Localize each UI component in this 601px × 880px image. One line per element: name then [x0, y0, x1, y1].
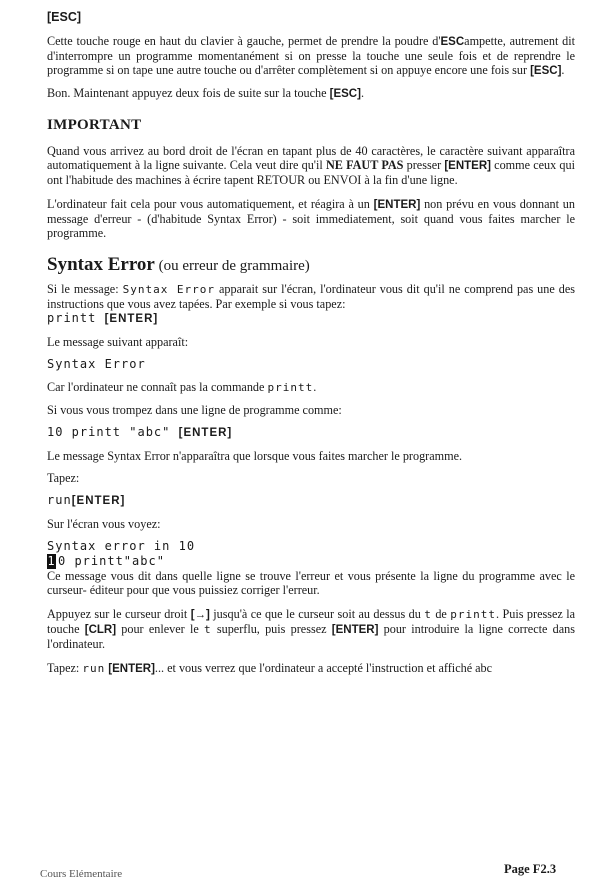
syntax-paragraph-7: Sur l'écran vous voyez: — [47, 517, 161, 531]
text: non prévu en vous donnant un message d'erreur - (d'habitude Syntax Error) - soit immediatement, soit quand vous faites marcher le programme. — [47, 197, 575, 240]
enter-key: [ENTER] — [331, 624, 379, 636]
mono-text: t — [204, 623, 212, 636]
enter-key: [ENTER] — [373, 199, 421, 211]
esc-bold: ESC — [440, 36, 465, 48]
text: L'ordinateur fait cela pour vous automatiquement, et réagira à un — [47, 197, 374, 211]
text: Quand vous arrivez au bord droit de l'écran en tapant plus de 40 caractères, le caractère suivant apparaîtra automatiquement à la ligne suivante. Cela veut dire qu'il — [47, 144, 575, 172]
text: ... et vous verrez que l'ordinateur a accepté l'instruction et affiché abc — [154, 661, 493, 675]
enter-key: [ENTER] — [178, 427, 233, 439]
bold-text: NE FAUT PAS — [325, 158, 404, 172]
enter-key: [ENTER] — [104, 313, 159, 325]
code-run — [47, 493, 575, 509]
syntax-paragraph-9 — [47, 607, 575, 651]
text: . — [313, 380, 317, 394]
footer-course-title: Cours Elémentaire — [40, 868, 123, 880]
esc-key: [ESC] — [530, 65, 562, 77]
syntax-error-heading — [47, 254, 575, 276]
mono-text: Syntax Error — [122, 283, 216, 296]
text: presser — [403, 158, 445, 172]
text: Car l'ordinateur ne connaît pas la commande — [47, 380, 268, 394]
code-text: 0 printt"abc" — [58, 554, 165, 568]
syntax-paragraph-2: Le message suivant apparaît: — [47, 335, 189, 349]
enter-key: [ENTER] — [71, 495, 126, 507]
code-text: 10 printt "abc" — [47, 425, 171, 439]
text: superflu, puis pressez — [211, 622, 332, 636]
text: . — [360, 86, 364, 100]
heading-sub: (ou erreur de grammaire) — [154, 258, 310, 274]
footer-page-number: Page F2.3 — [504, 862, 557, 876]
code-syntax-error: Syntax Error — [47, 357, 146, 371]
heading-main: Syntax Error — [47, 254, 155, 275]
text: . Puis pressez la touche — [47, 607, 576, 636]
syntax-paragraph-6: Tapez: — [47, 471, 80, 485]
esc-heading: [ESC] — [47, 10, 82, 24]
text: comme ceux qui ont l'habitude des machines à écrire tapent RETOUR ou ENVOI à la fin d'une ligne. — [47, 158, 575, 187]
code-text: printt — [47, 311, 97, 325]
text: de — [431, 607, 451, 621]
important-paragraph-2 — [47, 197, 575, 240]
text: jusqu'à ce que le curseur soit au dessus du — [209, 607, 425, 621]
text: Si le message: — [47, 282, 123, 296]
esc-instruction — [47, 86, 575, 101]
code-text: run — [47, 493, 72, 507]
text: Appuyez sur le curseur droit — [47, 607, 191, 621]
cursor-block: 1 — [47, 554, 56, 568]
text: pour enlever le — [116, 622, 204, 636]
code-printt — [47, 311, 575, 327]
mono-text: run — [82, 662, 106, 675]
mono-text: printt — [267, 381, 314, 394]
enter-key: [ENTER] — [108, 663, 155, 675]
manual-page — [47, 10, 575, 676]
syntax-paragraph-1 — [47, 282, 575, 311]
arrow-key: [→] — [190, 609, 210, 621]
clr-key: [CLR] — [84, 624, 117, 636]
syntax-paragraph-3 — [47, 380, 575, 395]
important-heading: IMPORTANT — [47, 117, 142, 133]
text: apparait sur l'écran, l'ordinateur vous dit qu'il ne comprend pas une des instructions que vous avez tapées. Par exemple si vous tapez: — [47, 282, 576, 311]
mono-text: printt — [450, 608, 497, 621]
mono-text: t — [424, 608, 432, 621]
syntax-paragraph-10 — [47, 661, 575, 676]
syntax-paragraph-8: Ce message vous dit dans quelle ligne se trouve l'erreur et vous présente la ligne du programme avec le curseur- éditeur pour que vous puissiez corriger l'erreur. — [47, 569, 575, 597]
text: Cette touche rouge en haut du clavier à gauche, permet de prendre la poudre d' — [47, 34, 441, 48]
enter-key: [ENTER] — [444, 160, 491, 172]
text: Bon. Maintenant appuyez deux fois de suite sur la touche — [47, 86, 330, 100]
text: pour introduire la ligne correcte dans l'ordinateur. — [47, 622, 575, 651]
syntax-paragraph-4: Si vous vous trompez dans une ligne de programme comme: — [47, 403, 342, 417]
esc-paragraph — [47, 34, 575, 78]
code-screen-error: Syntax error in 10 — [47, 539, 196, 553]
code-program-line — [47, 425, 575, 441]
syntax-paragraph-5: Le message Syntax Error n'apparaîtra que lorsque vous faites marcher le programme. — [47, 449, 463, 463]
important-paragraph-1 — [47, 144, 575, 187]
text: Tapez: — [47, 661, 83, 675]
text: ampette, autrement dit d'interrompre un programme momentanément si on presse la touche une seule fois et de reprendre le programme si on tape une autre touche ou d'arrêter complètement si on appuye encore une fois sur — [47, 34, 575, 77]
code-screen-line — [47, 554, 575, 569]
text: . — [561, 63, 565, 77]
esc-key: [ESC] — [329, 88, 361, 100]
